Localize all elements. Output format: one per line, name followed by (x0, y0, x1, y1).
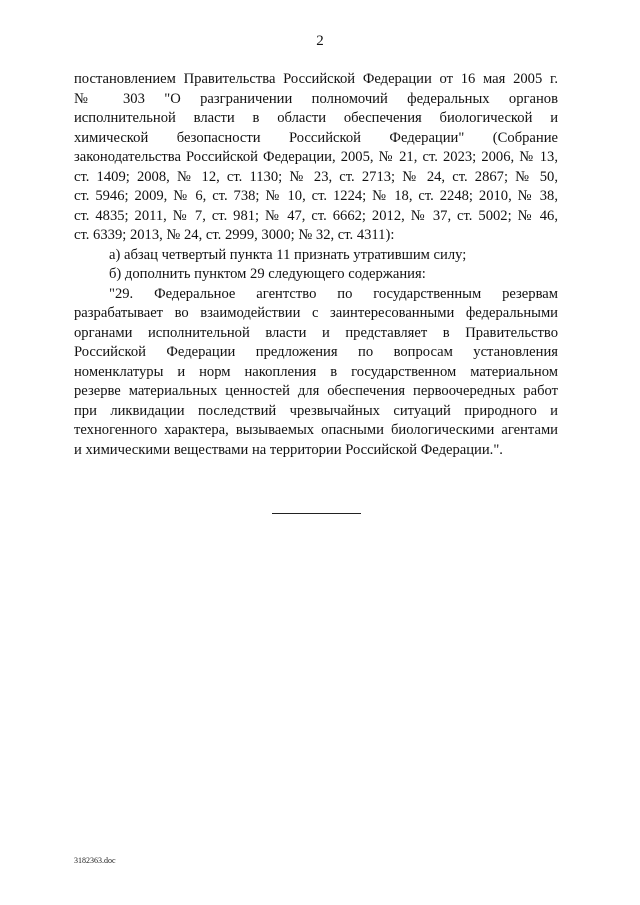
text-line: техногенного характера, вызываемых опасными биологическими агентами (74, 422, 558, 438)
text-line: ст. 1409; 2008, № 12, ст. 1130; № 23, ст. 2713; № 24, ст. 2867; № 50, (74, 168, 558, 185)
list-item-b: б) дополнить пунктом 29 следующего содержания: (109, 266, 426, 282)
text-line: № 303 "О разграничении полномочий федеральных органов (74, 90, 558, 107)
text-line: исполнительной власти в области обеспечения биологической и (74, 110, 558, 126)
text-line: при ликвидации последствий чрезвычайных ситуаций природного и (74, 402, 558, 419)
text-line: ст. 6339; 2013, № 24, ст. 2999, 3000; № 32, ст. 4311): (74, 227, 395, 243)
closing-divider (272, 513, 361, 514)
text-line: законодательства Российской Федерации, 2005, № 21, ст. 2023; 2006, № 13, (74, 149, 558, 165)
text-line: ст. 5946; 2009, № 6, ст. 738; № 10, ст. 1224; № 18, ст. 2248; 2010, № 38, (74, 188, 558, 204)
quoted-paragraph-start: "29. Федеральное агентство по государственным резервам (109, 285, 558, 302)
text-line: номенклатуры и норм накопления в государственном материальном (74, 363, 558, 380)
list-item-a: а) абзац четвертый пункта 11 признать утратившим силу; (109, 246, 467, 263)
text-line: разрабатывает во взаимодействии с заинтересованными федеральными (74, 305, 558, 321)
text-line: Российской Федерации предложения по вопросам установления (74, 344, 558, 360)
text-line: постановлением Правительства Российской Федерации от 16 мая 2005 г. (74, 71, 558, 87)
text-line: органами исполнительной власти и представляет в Правительство (74, 324, 558, 341)
text-line: ст. 4835; 2011, № 7, ст. 981; № 47, ст. 6662; 2012, № 37, ст. 5002; № 46, (74, 207, 558, 224)
document-body (74, 70, 558, 460)
text-line: резерве материальных ценностей для обеспечения первоочередных работ (74, 383, 558, 399)
document-code: 3182363.doc (74, 856, 116, 865)
page-number: 2 (316, 33, 324, 49)
text-line: и химическими веществами на территории Российской Федерации.". (74, 441, 503, 458)
text-line: химической безопасности Российской Федерации" (Собрание (74, 129, 558, 146)
